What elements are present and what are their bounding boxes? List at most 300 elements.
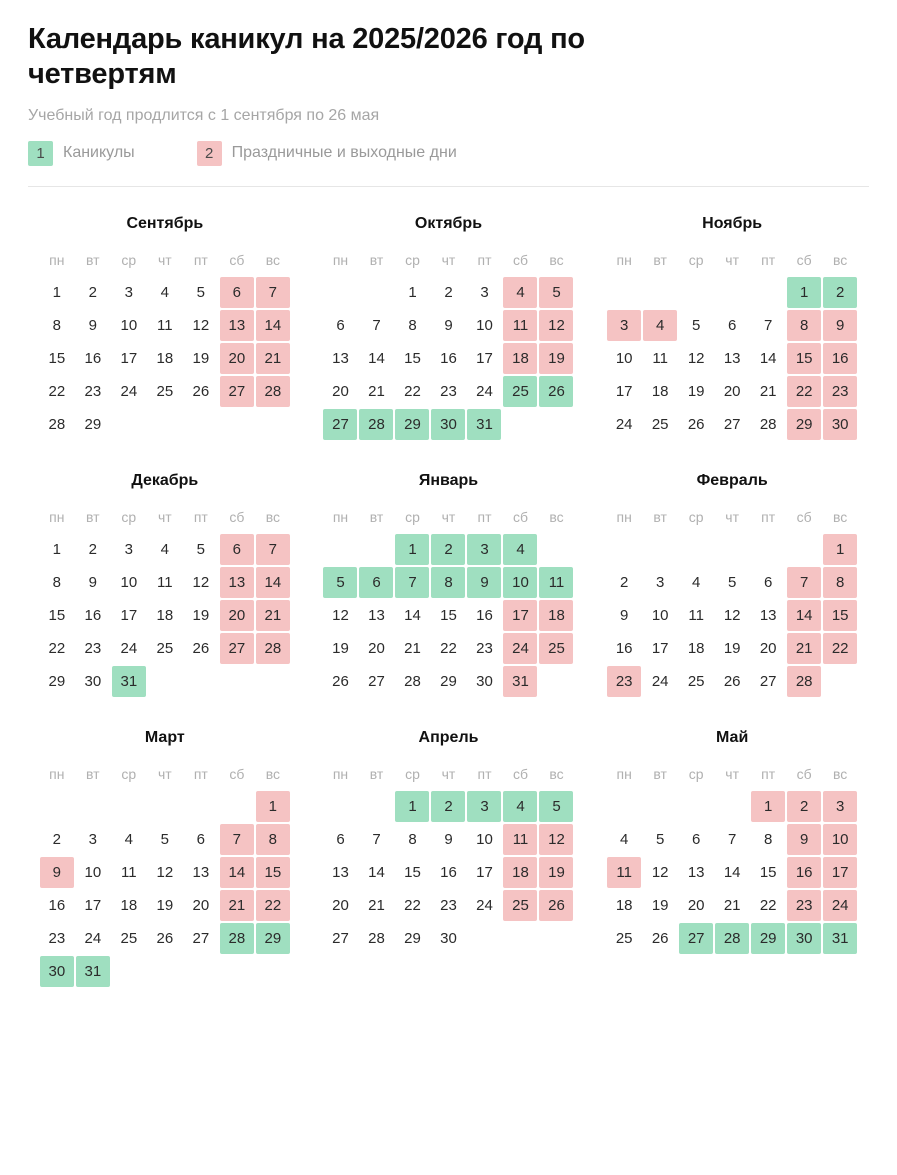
day-cell[interactable]: 27 [192,929,210,947]
day-cell[interactable]: 3 [124,283,133,301]
day-cell[interactable]: 12 [192,316,210,334]
day-cell[interactable]: 7 [727,830,737,848]
day-cell[interactable]: 10 [120,573,138,591]
day-cell[interactable]: 5 [539,277,573,308]
day-cell[interactable]: 9 [619,606,629,624]
day-cell[interactable]: 31 [467,409,501,440]
day-cell[interactable]: 24 [476,896,493,914]
day-cell[interactable]: 30 [823,409,857,440]
day-cell[interactable]: 25 [156,639,174,657]
day-cell[interactable]: 24 [823,890,857,921]
day-cell[interactable]: 18 [615,896,633,914]
day-cell[interactable]: 8 [763,830,773,848]
day-cell[interactable]: 19 [192,606,210,624]
day-cell[interactable]: 29 [256,923,290,954]
day-cell[interactable]: 6 [691,830,701,848]
day-cell[interactable]: 21 [256,343,290,374]
day-cell[interactable]: 31 [503,666,537,697]
day-cell[interactable]: 21 [220,890,254,921]
weekday-label: вс [265,765,280,782]
day-cell[interactable]: 27 [332,929,349,947]
day-cell[interactable]: 10 [651,606,669,624]
day-cell[interactable]: 14 [787,600,821,631]
day-cell[interactable]: 9 [467,567,501,598]
day-cell[interactable]: 2 [787,791,821,822]
day-cell[interactable]: 27 [723,415,741,433]
day-cell[interactable]: 21 [368,896,385,914]
day-cell[interactable]: 23 [823,376,857,407]
day-cell[interactable]: 16 [84,349,102,367]
weekday-label: пт [477,508,492,525]
day-cell[interactable]: 26 [192,639,210,657]
day-cell[interactable]: 4 [503,277,537,308]
day-cell[interactable]: 25 [615,929,633,947]
day-cell[interactable]: 9 [823,310,857,341]
day-cell[interactable]: 26 [192,382,210,400]
day-cell[interactable]: 8 [787,310,821,341]
day-cell[interactable]: 14 [368,863,385,881]
day-cell[interactable]: 28 [256,633,290,664]
day-cell[interactable]: 22 [404,896,421,914]
day-cell[interactable]: 5 [691,316,701,334]
day-cell[interactable]: 11 [539,567,573,598]
day-cell[interactable]: 10 [120,316,138,334]
day-cell[interactable]: 2 [619,573,629,591]
day-cell[interactable]: 8 [408,316,417,334]
day-cell[interactable]: 9 [444,316,453,334]
day-cell[interactable]: 24 [120,639,138,657]
day-cell[interactable]: 11 [503,824,537,855]
day-cell[interactable]: 17 [503,600,537,631]
day-cell[interactable]: 27 [220,633,254,664]
day-cell[interactable]: 14 [256,310,290,341]
day-cell[interactable]: 2 [88,283,97,301]
day-cell[interactable]: 22 [256,890,290,921]
day-cell[interactable]: 27 [759,672,777,690]
day-cell[interactable]: 14 [256,567,290,598]
day-cell[interactable]: 4 [160,283,169,301]
day-cell[interactable]: 22 [440,639,457,657]
week-row [595,409,869,440]
day-cell[interactable]: 18 [539,600,573,631]
day-cell[interactable]: 1 [751,791,785,822]
day-cell[interactable]: 7 [256,534,290,565]
day-cell[interactable]: 1 [787,277,821,308]
day-cell[interactable]: 28 [368,929,385,947]
day-cell[interactable]: 19 [651,896,669,914]
day-cell[interactable]: 11 [688,606,704,624]
weekday-label: чт [157,765,172,782]
day-cell[interactable]: 20 [368,639,385,657]
day-cell[interactable]: 3 [124,540,133,558]
day-cell[interactable]: 13 [192,863,210,881]
legend-label-holiday: Праздничные и выходные дни [231,144,457,162]
weekday-header [595,247,869,273]
day-cell[interactable]: 28 [715,923,749,954]
day-cell[interactable]: 2 [444,283,453,301]
day-cell[interactable]: 30 [476,672,493,690]
day-cell[interactable]: 24 [84,929,102,947]
day-cell[interactable]: 14 [368,349,385,367]
day-cell[interactable]: 13 [687,863,705,881]
day-cell[interactable]: 30 [787,923,821,954]
month-name: Май [716,728,749,746]
day-cell[interactable]: 15 [404,863,421,881]
day-cell[interactable]: 28 [404,672,421,690]
day-cell[interactable]: 21 [787,633,821,664]
day-cell[interactable]: 10 [823,824,857,855]
day-cell[interactable]: 27 [679,923,713,954]
day-cell[interactable]: 12 [192,573,210,591]
day-cell[interactable]: 12 [332,606,349,624]
day-cell[interactable]: 5 [655,830,665,848]
day-cell[interactable]: 17 [615,382,633,400]
divider [28,186,869,187]
day-cell[interactable]: 7 [256,277,290,308]
day-cell[interactable]: 2 [431,791,465,822]
day-cell[interactable]: 6 [359,567,393,598]
day-cell[interactable]: 15 [823,600,857,631]
day-cell[interactable]: 19 [687,382,705,400]
day-cell[interactable]: 20 [332,896,349,914]
day-cell[interactable]: 18 [687,639,705,657]
day-cell[interactable]: 9 [444,830,453,848]
day-cell[interactable]: 19 [192,349,210,367]
day-cell[interactable]: 31 [76,956,110,987]
day-cell[interactable]: 16 [84,606,102,624]
day-cell[interactable]: 29 [395,409,429,440]
day-cell[interactable]: 16 [48,896,66,914]
day-cell[interactable]: 17 [476,349,493,367]
day-cell[interactable]: 19 [332,639,349,657]
day-cell[interactable]: 24 [476,382,493,400]
day-cell[interactable]: 4 [619,830,629,848]
day-cell[interactable]: 19 [539,343,573,374]
day-cell[interactable]: 16 [823,343,857,374]
day-cell[interactable]: 14 [723,863,741,881]
day-cell[interactable]: 26 [539,376,573,407]
day-cell[interactable]: 21 [256,600,290,631]
day-cell[interactable]: 25 [156,382,174,400]
day-cell[interactable]: 1 [395,791,429,822]
day-cell[interactable]: 12 [539,824,573,855]
day-cell[interactable]: 28 [48,415,66,433]
day-cell[interactable]: 24 [615,415,633,433]
day-cell[interactable]: 8 [823,567,857,598]
day-cell[interactable]: 30 [84,672,102,690]
day-cell[interactable]: 4 [643,310,677,341]
day-cell[interactable]: 17 [120,349,138,367]
weekday-header [312,761,586,787]
day-cell[interactable]: 25 [651,415,669,433]
day-cell[interactable]: 26 [156,929,174,947]
day-cell[interactable]: 12 [156,863,174,881]
day-cell-empty [148,409,182,440]
day-cell[interactable]: 16 [476,606,493,624]
day-cell[interactable]: 8 [431,567,465,598]
day-cell[interactable]: 29 [48,672,66,690]
day-cell[interactable]: 22 [787,376,821,407]
day-cell[interactable]: 31 [823,923,857,954]
day-cell[interactable]: 11 [157,316,173,334]
day-cell[interactable]: 11 [503,310,537,341]
day-cell[interactable]: 4 [503,534,537,565]
day-cell[interactable]: 5 [323,567,357,598]
day-cell[interactable]: 5 [539,791,573,822]
day-cell[interactable]: 13 [332,349,349,367]
day-cell[interactable]: 27 [323,409,357,440]
day-cell[interactable]: 18 [120,896,138,914]
day-cell[interactable]: 9 [787,824,821,855]
day-cell[interactable]: 14 [404,606,421,624]
day-cell[interactable]: 15 [256,857,290,888]
day-cell[interactable]: 13 [332,863,349,881]
day-cell[interactable]: 13 [220,567,254,598]
day-cell[interactable]: 20 [759,639,777,657]
week-row [595,600,869,631]
day-cell[interactable]: 11 [157,573,173,591]
day-cell[interactable]: 1 [256,791,290,822]
day-cell[interactable]: 4 [503,791,537,822]
day-cell[interactable]: 17 [476,863,493,881]
day-cell[interactable]: 22 [48,382,66,400]
day-cell[interactable]: 30 [440,929,457,947]
day-cell[interactable]: 1 [52,540,61,558]
weekday-label: пн [332,765,349,782]
day-cell[interactable]: 2 [88,540,97,558]
weekday-label: чт [157,508,172,525]
day-cell[interactable]: 28 [220,923,254,954]
day-cell[interactable]: 30 [40,956,74,987]
day-cell[interactable]: 22 [823,633,857,664]
day-cell[interactable]: 2 [823,277,857,308]
day-cell[interactable]: 18 [156,349,174,367]
day-cell-empty [112,409,146,440]
day-cell[interactable]: 12 [687,349,705,367]
day-cell[interactable]: 9 [40,857,74,888]
day-cell[interactable]: 23 [607,666,641,697]
day-cell[interactable]: 15 [48,349,66,367]
day-cell[interactable]: 3 [480,283,489,301]
day-cell[interactable]: 7 [763,316,773,334]
weekday-label: чт [725,251,740,268]
day-cell[interactable]: 15 [759,863,777,881]
week-row [28,567,302,598]
day-cell[interactable]: 6 [220,534,254,565]
day-cell[interactable]: 24 [503,633,537,664]
day-cell[interactable]: 6 [727,316,737,334]
day-cell[interactable]: 7 [220,824,254,855]
day-cell[interactable]: 16 [787,857,821,888]
day-cell[interactable]: 10 [476,830,493,848]
day-cell[interactable]: 1 [395,534,429,565]
day-cell[interactable]: 3 [655,573,665,591]
day-cell[interactable]: 29 [404,929,421,947]
day-cell[interactable]: 21 [368,382,385,400]
day-cell[interactable]: 29 [84,415,102,433]
week-row [312,534,586,565]
day-cell[interactable]: 24 [651,672,669,690]
day-cell[interactable]: 20 [220,343,254,374]
day-cell[interactable]: 23 [440,382,457,400]
day-cell[interactable]: 20 [723,382,741,400]
day-cell[interactable]: 7 [372,316,381,334]
day-cell[interactable]: 25 [503,376,537,407]
day-cell[interactable]: 6 [336,830,345,848]
day-cell[interactable]: 26 [332,672,349,690]
day-cell[interactable]: 23 [84,382,102,400]
day-cell[interactable]: 15 [404,349,421,367]
day-cell[interactable]: 29 [440,672,457,690]
weekday-label: вс [265,508,280,525]
day-cell[interactable]: 16 [615,639,633,657]
day-cell[interactable]: 2 [52,830,61,848]
day-cell[interactable]: 11 [652,349,668,367]
day-cell[interactable]: 7 [787,567,821,598]
week-row [28,824,302,855]
day-cell[interactable]: 25 [120,929,138,947]
weekday-label: вт [86,765,100,782]
day-cell[interactable]: 14 [759,349,777,367]
day-cell[interactable]: 1 [408,283,417,301]
day-cell[interactable]: 16 [440,349,457,367]
day-cell[interactable]: 25 [687,672,705,690]
day-cell[interactable]: 23 [440,896,457,914]
day-cell[interactable]: 28 [256,376,290,407]
day-cell[interactable]: 11 [607,857,641,888]
day-cell[interactable]: 26 [651,929,669,947]
day-cell[interactable]: 21 [759,382,777,400]
day-cell[interactable]: 28 [359,409,393,440]
day-cell[interactable]: 11 [121,863,137,881]
day-cell[interactable]: 18 [156,606,174,624]
day-cell[interactable]: 3 [88,830,97,848]
week-row [312,666,586,697]
day-cell[interactable]: 10 [503,567,537,598]
day-cell[interactable]: 22 [48,639,66,657]
day-cell[interactable]: 23 [476,639,493,657]
day-cell[interactable]: 14 [220,857,254,888]
day-cell[interactable]: 13 [368,606,385,624]
day-cell[interactable]: 18 [503,343,537,374]
day-cell[interactable]: 18 [503,857,537,888]
day-cell[interactable]: 20 [687,896,705,914]
day-cell[interactable]: 12 [651,863,669,881]
day-cell[interactable]: 10 [615,349,633,367]
day-cell[interactable]: 12 [723,606,741,624]
day-cell[interactable]: 28 [759,415,777,433]
day-cell[interactable]: 26 [687,415,705,433]
day-cell[interactable]: 13 [220,310,254,341]
day-cell[interactable]: 30 [431,409,465,440]
day-cell[interactable]: 15 [440,606,457,624]
day-cell[interactable]: 19 [723,639,741,657]
day-cell[interactable]: 1 [52,283,61,301]
day-cell[interactable]: 19 [539,857,573,888]
day-cell[interactable]: 17 [120,606,138,624]
day-cell[interactable]: 24 [120,382,138,400]
day-cell[interactable]: 27 [368,672,385,690]
day-cell[interactable]: 4 [160,540,169,558]
day-cell-empty [220,791,254,822]
day-cell[interactable]: 29 [787,409,821,440]
day-cell[interactable]: 12 [539,310,573,341]
day-cell[interactable]: 5 [160,830,169,848]
day-cell[interactable]: 26 [723,672,741,690]
day-cell[interactable]: 17 [651,639,669,657]
day-cell[interactable]: 22 [404,382,421,400]
day-cell[interactable]: 8 [52,573,61,591]
day-cell[interactable]: 17 [823,857,857,888]
day-cell[interactable]: 21 [723,896,741,914]
day-cell[interactable]: 13 [759,606,777,624]
week-row [28,409,302,440]
day-cell[interactable]: 16 [440,863,457,881]
day-cell[interactable]: 8 [408,830,417,848]
day-cell[interactable]: 5 [196,283,205,301]
day-cell[interactable]: 27 [220,376,254,407]
day-cell[interactable]: 8 [256,824,290,855]
day-cell[interactable]: 23 [48,929,66,947]
day-cell[interactable]: 3 [467,791,501,822]
day-cell[interactable]: 25 [503,890,537,921]
day-cell[interactable]: 22 [759,896,777,914]
day-cell[interactable]: 8 [52,316,61,334]
day-cell[interactable]: 28 [787,666,821,697]
day-cell[interactable]: 15 [48,606,66,624]
day-cell[interactable]: 5 [196,540,205,558]
day-cell[interactable]: 17 [84,896,102,914]
day-cell[interactable]: 3 [823,791,857,822]
month-name: Январь [418,471,479,489]
day-cell[interactable]: 20 [332,382,349,400]
day-cell[interactable]: 3 [467,534,501,565]
day-cell[interactable]: 21 [404,639,421,657]
weekday-label: вс [549,508,564,525]
day-cell[interactable]: 10 [476,316,493,334]
day-cell[interactable]: 6 [196,830,205,848]
day-cell[interactable]: 20 [192,896,210,914]
day-cell[interactable]: 4 [691,573,701,591]
day-cell[interactable]: 2 [431,534,465,565]
day-cell[interactable]: 25 [539,633,573,664]
day-cell[interactable]: 9 [88,573,97,591]
day-cell[interactable]: 10 [84,863,102,881]
day-cell[interactable]: 23 [84,639,102,657]
day-cell[interactable]: 6 [763,573,773,591]
day-cell[interactable]: 19 [156,896,174,914]
day-cell[interactable]: 7 [395,567,429,598]
weekday-label: пн [332,251,349,268]
day-cell[interactable]: 15 [787,343,821,374]
day-cell[interactable]: 1 [823,534,857,565]
day-cell[interactable]: 7 [372,830,381,848]
day-cell[interactable]: 9 [88,316,97,334]
day-cell[interactable]: 3 [607,310,641,341]
day-cell[interactable]: 4 [124,830,133,848]
day-cell[interactable]: 23 [787,890,821,921]
day-cell[interactable]: 6 [336,316,345,334]
day-cell-empty [148,666,182,697]
day-cell[interactable]: 5 [727,573,737,591]
day-cell[interactable]: 26 [539,890,573,921]
day-cell[interactable]: 31 [112,666,146,697]
day-cell[interactable]: 18 [651,382,669,400]
day-cell[interactable]: 13 [723,349,741,367]
day-cell[interactable]: 29 [751,923,785,954]
day-cell[interactable]: 6 [220,277,254,308]
day-cell[interactable]: 20 [220,600,254,631]
